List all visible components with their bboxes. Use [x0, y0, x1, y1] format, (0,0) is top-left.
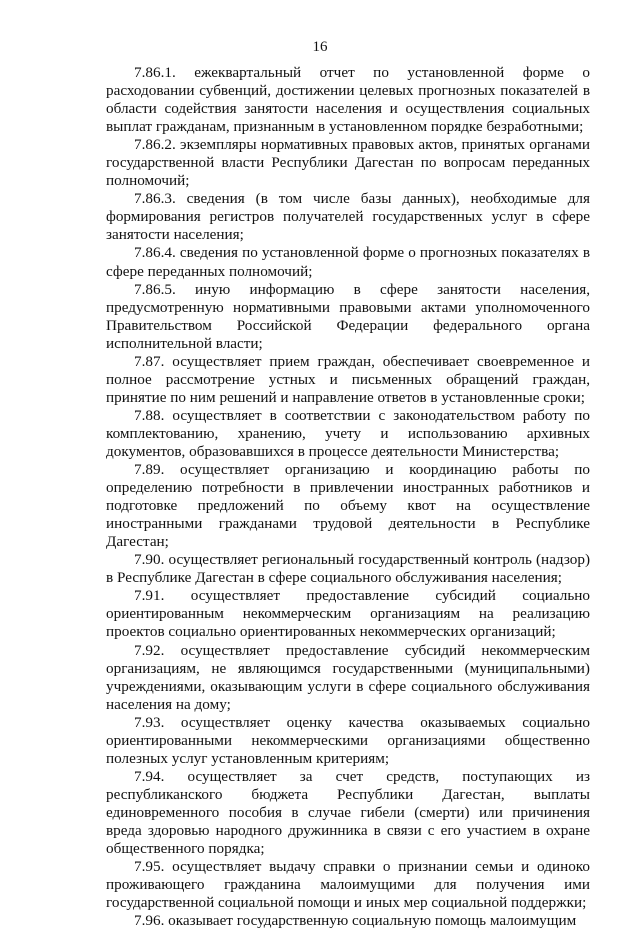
paragraph-7-86-4: 7.86.4. сведения по установленной форме о прогнозных показателях в сфере переданных полномочий;	[106, 244, 590, 280]
paragraph-7-94: 7.94. осуществляет за счет средств, поступающих из республиканского бюджета Республики Дагестан, выплаты единовременного пособия в случае гибели (смерти) или причинения вреда здоровью народного дружинника в связи с его участием в охране общественного порядка;	[106, 767, 590, 858]
paragraph-7-88: 7.88. осуществляет в соответствии с законодательством работу по комплектованию, хранению, учету и использованию архивных документов, образовавшихся в процессе деятельности Министерства;	[106, 406, 590, 460]
document-body	[106, 64, 590, 930]
paragraph-7-86-3: 7.86.3. сведения (в том числе базы данных), необходимые для формирования регистров получателей государственных услуг в сфере занятости населения;	[106, 190, 590, 244]
paragraph-7-87: 7.87. осуществляет прием граждан, обеспечивает своевременное и полное рассмотрение устных и письменных обращений граждан, принятие по ним решений и направление ответов в установленные сроки;	[106, 352, 590, 406]
paragraph-7-89: 7.89. осуществляет организацию и координацию работы по определению потребности в привлечении иностранных работников и подготовке предложений по объему квот на осуществление иностранными гражданами трудовой деятельности в Республике Дагестан;	[106, 461, 590, 551]
paragraph-7-90: 7.90. осуществляет региональный государственный контроль (надзор) в Республике Дагестан в сфере социального обслуживания населения;	[106, 551, 590, 587]
paragraph-7-93: 7.93. осуществляет оценку качества оказываемых социально ориентированными некоммерческими организациями общественно полезных услуг установленным критериям;	[106, 713, 590, 767]
paragraph-7-86-5: 7.86.5. иную информацию в сфере занятости населения, предусмотренную нормативными правовыми актами уполномоченного Правительством Российской Федерации федерального органа исполнительной власти;	[106, 280, 590, 352]
paragraph-7-95: 7.95. осуществляет выдачу справки о признании семьи и одиноко проживающего гражданина малоимущими для получения ими государственной социальной помощи и иных мер социальной поддержки;	[106, 858, 590, 912]
paragraph-7-91: 7.91. осуществляет предоставление субсидий социально ориентированным некоммерческим организациям на реализацию проектов социально ориентированных некоммерческих организаций;	[106, 587, 590, 641]
paragraph-7-96: 7.96. оказывает государственную социальную помощь малоимущим	[134, 912, 577, 930]
paragraph-7-86-2: 7.86.2. экземпляры нормативных правовых актов, принятых органами государственной власти Республики Дагестан по вопросам переданных полномочий;	[106, 136, 590, 190]
page-number: 16	[312, 39, 328, 55]
paragraph-7-86-1: 7.86.1. ежеквартальный отчет по установленной форме о расходовании субвенций, достижении целевых прогнозных показателей в области содействия занятости населения и осуществления социальных выплат гражданам, признанным в установленном порядке безработными;	[106, 64, 590, 136]
paragraph-7-92: 7.92. осуществляет предоставление субсидий некоммерческим организациям, не являющимся государственными (муниципальными) учреждениями, оказывающим услуги в сфере социального обслуживания населения на дому;	[106, 641, 590, 713]
